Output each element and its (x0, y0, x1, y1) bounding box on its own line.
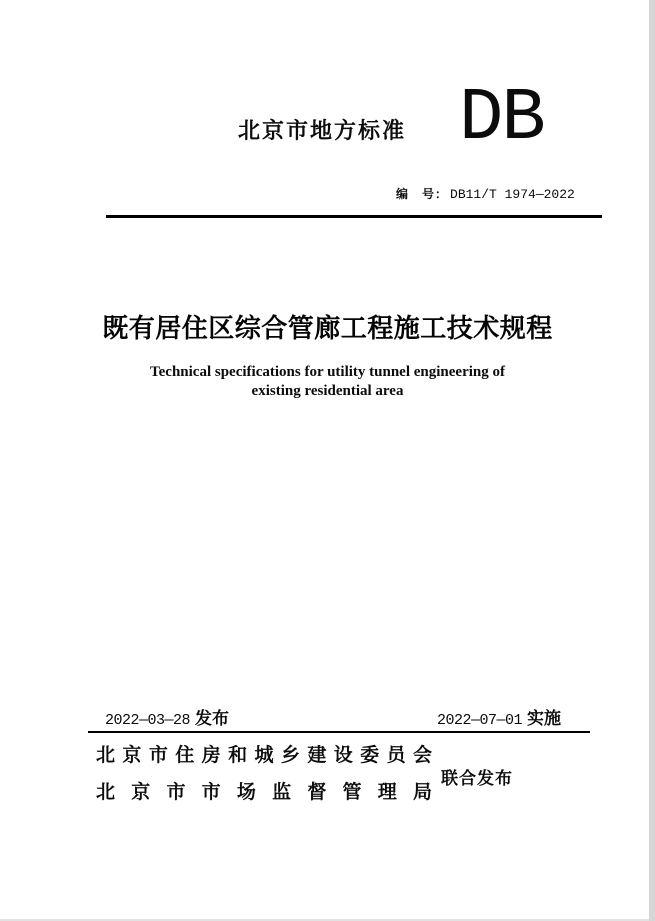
standard-number-value: DB11/T 1974—2022 (450, 187, 575, 202)
joint-release-label: 联合发布 (441, 769, 513, 788)
dates-row (105, 704, 561, 729)
issue-label: 发布 (195, 709, 230, 728)
issuing-org-2: 北京市市场监督管理局 (96, 782, 432, 803)
title-english-line2: existing residential area (251, 383, 404, 399)
db-logo: DB (459, 77, 544, 161)
implementation-label: 实施 (527, 709, 561, 728)
standard-type-label: 北京市地方标准 (238, 118, 407, 143)
issuing-organizations (96, 745, 432, 804)
issue-date-group (105, 704, 229, 729)
header-rule (106, 215, 602, 218)
title-chinese: 既有居住区综合管廊工程施工技术规程 (102, 313, 553, 343)
issuing-org-1: 北京市住房和城乡建设委员会 (96, 745, 432, 766)
page-edge-right (649, 0, 655, 921)
standard-number-label: 编 号： (396, 187, 449, 201)
footer-rule (88, 731, 590, 733)
implementation-date-group (437, 704, 561, 729)
standard-number-line (396, 185, 575, 202)
title-english-line1: Technical specifications for utility tunnel engineering of (150, 364, 505, 380)
issue-date: 2022—03—28 (105, 712, 191, 729)
implementation-date: 2022—07—01 (436, 712, 522, 729)
title-english (0, 363, 655, 401)
